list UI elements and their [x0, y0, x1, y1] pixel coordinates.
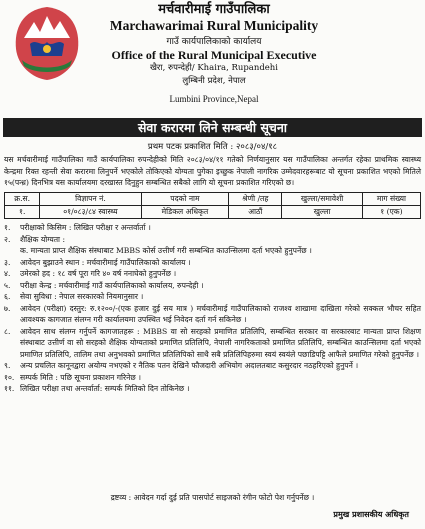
- office-address: खैरा, रुपन्देही/ Khaira, Rupandehi: [149, 63, 279, 73]
- condition-item: ९. अन्य प्रचलित कानूनद्वारा अयोग्य नभएको र नैतिक पतन देखिने फौजदारी अभियोग अदालतबाट कसुरदार नठहरिएको हुनुपर्ने ।: [4, 361, 359, 370]
- publication-date: प्रथम पटक प्रकाशित मिति : २०८३/०४/१८: [147, 142, 278, 152]
- conditions-list: [4, 222, 421, 395]
- notice-intro: यस मर्चवारीमाई गाउँपालिका गाउँ कार्यपालिका रुपन्देहीको मिति २०८३/०४/११ गतेको निर्णयानुसार यस गाउँपालिका अन्तर्गत रहेका प्राथमिक स्वास्थ्य केन्द्रमा रिक्त रहन्ती सेवा करारमा लिनुपर्ने भएकोले तोकिएको योग्यता पुगेका इच्छुक नेपाली नागरिक उम्मेदवारहरूबाट यो सूचना प्रकाशित भएको मितिले १५(पन्ध्र) दिनभित्र यस कार्यालयमा दरखास्त दिनुहुन सम्बन्धित सबैको लागि यो सूचना प्रकाशित गरिएको छ।: [4, 155, 421, 187]
- condition-item: ३. आवेदन बुझाउने स्थान : मर्चवारीमाई गाउँपालिकाको कार्यालय ।: [4, 257, 191, 267]
- notice-title: सेवा करारमा लिने सम्बन्धी सूचना: [3, 118, 422, 137]
- vacancy-table: [4, 192, 421, 219]
- municipality-emblem-icon: [12, 4, 82, 82]
- table-cell: खुल्ला: [282, 206, 363, 219]
- municipality-name-english: Marchawarimai Rural Municipality: [109, 18, 319, 33]
- column-header: क्र.स.: [5, 193, 40, 206]
- table-cell: ०१/०८३/८४ स्वास्थ्य: [40, 206, 141, 219]
- office-name-english: Office of the Rural Municipal Executive: [111, 48, 317, 62]
- condition-item: ४. उमेरको हद : १८ वर्ष पूरा गरि ४० वर्ष ननाघेको हुनुपर्नेछ ।: [4, 269, 177, 278]
- column-header: माग संख्या: [362, 193, 420, 206]
- table-cell: १ (एक): [362, 206, 420, 219]
- table-header-row: [5, 193, 421, 206]
- table-cell: आठौं: [229, 206, 282, 219]
- table-cell: मेडिकल अधिकृत: [141, 206, 229, 219]
- signature-title: प्रमुख प्रशासकीय अधिकृत: [333, 509, 409, 519]
- province-nepali: लुम्बिनी प्रदेश, नेपाल: [182, 76, 246, 86]
- condition-item: ५. परीक्षा केन्द्र : मर्चवारीमाई गाउँ कार्यपालिकाको कार्यालय, रुपन्देही ।: [4, 280, 204, 290]
- column-header: पदको नाम: [141, 193, 229, 206]
- province-english: Lumbini Province,Nepal: [169, 94, 259, 104]
- condition-item: २. शैक्षिक योग्यता :: [4, 234, 65, 244]
- table-cell: १.: [5, 206, 40, 219]
- condition-item: ७. आवेदन (परीक्षा) दस्तुर: रु.१२००/-(एक हजार दुई सय मात्र ) मर्चवारीमाई गाउँपालिकाको राजश्व शाखामा दाखिला गरेको सक्कल भौचर सहित आवश्यक कागजात संलग्न गरी कार्यालयमा उपस्थित भई निवेदन दर्ता गर्न सकिनेछ ।: [4, 303, 421, 324]
- column-header: विज्ञापन नं.: [40, 193, 141, 206]
- table-row: [5, 206, 421, 219]
- office-name-nepali: गाउँ कार्यपालिकाको कार्यालय: [166, 37, 262, 47]
- condition-item: ८. आवेदन साथ संलग्न गर्नुपर्ने कागजातहरू : MBBS वा सो सरहको प्रमाणित प्रतिलिपि, सम्बन्धित सरकार वा सरकारबाट मान्यता प्राप्त शिक्षण संस्थाबाट उत्तीर्ण वा सो सरहको शैक्षिक योग्यताको प्रमाणित प्रतिलिपि, नेपाली नागरिकताको प्रमाणित प्रतिलिपि, सम्बन्धित काउन्सिलमा दर्ता भएको प्रमाणित प्रतिलिपि, तालिम तथा अनुभवको प्रमाणित प्रतिलिपिको साथै सबै प्रतिलिपिहरुमा स्वयं स्वयंले पछाडिपट्टि आफैले प्रमाणित गरेको हुनुपर्नेछ ।: [4, 326, 421, 359]
- documents-note: द्रष्टव्य : आवेदन गर्दा दुई प्रति पासपोर्ट साइजको रंगीन फोटो पेश गर्नुपर्नेछ ।: [110, 493, 315, 502]
- condition-item: १. परीक्षाको किसिम : लिखित परीक्षा र अन्तर्वार्ता ।: [4, 223, 151, 232]
- condition-item: ६. सेवा सुविधा : नेपाल सरकारको नियमानुसार ।: [4, 292, 144, 301]
- office-header: [84, 2, 344, 106]
- column-header: श्रेणी /तह: [229, 193, 282, 206]
- column-header: खुल्ला/समावेशी: [282, 193, 363, 206]
- condition-subitem: क. मान्यता प्राप्त शैक्षिक संस्थाबाट MBBS कोर्स उत्तीर्ण गरी सम्बन्धित काउन्सिलमा दर्ता भएको हुनुपर्नेछ ।: [20, 246, 312, 255]
- condition-item: १०. सम्पर्क मिति : पछि सूचना प्रकाशन गरिनेछ ।: [4, 372, 141, 382]
- municipality-name-nepali: मर्चवारीमाई गाउँपालिका: [158, 2, 270, 17]
- condition-item: ११. लिखित परीक्षा तथा अन्तर्वार्ता: सम्पर्क मितिको दिन तोकिनेछ ।: [4, 384, 190, 393]
